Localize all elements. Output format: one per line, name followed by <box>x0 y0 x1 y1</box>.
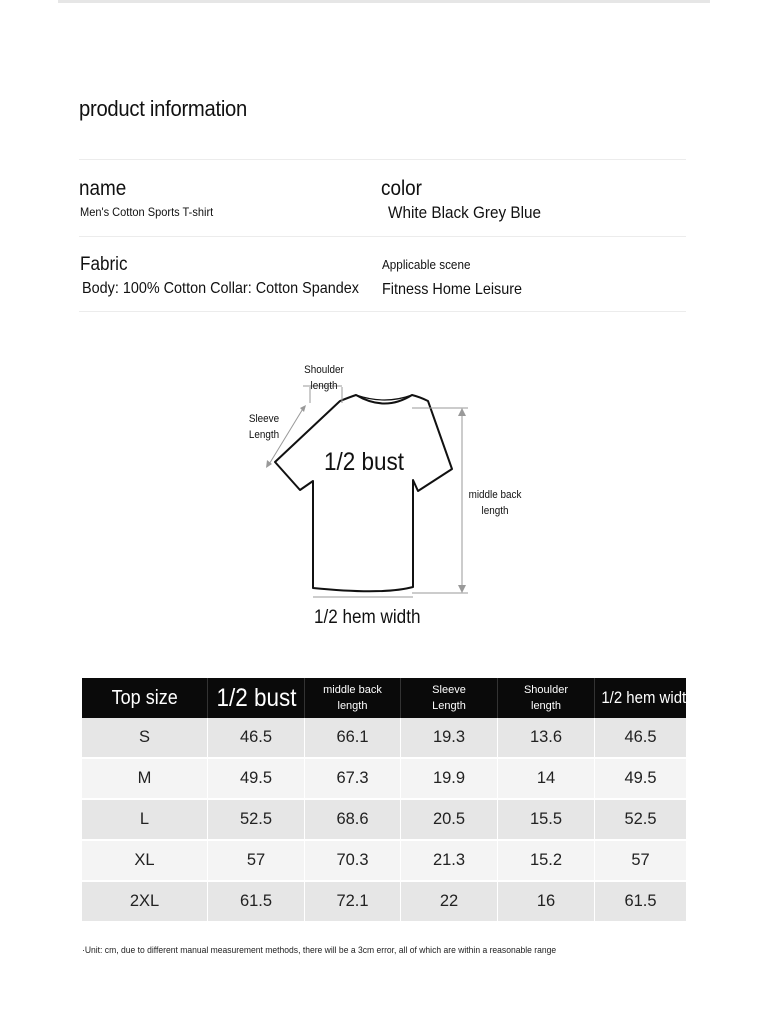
shoulder-length-label <box>301 362 348 394</box>
table-cell: 52.5 <box>208 799 305 840</box>
table-cell: 61.5 <box>595 881 687 922</box>
table-row <box>82 881 686 922</box>
header-label <box>432 682 466 714</box>
tshirt-measure-diagram <box>240 355 540 645</box>
label-line: Length <box>248 429 280 441</box>
header-line: Sleeve <box>432 684 466 696</box>
footnote: ·Unit: cm, due to different manual measurement methods, there will be a 3cm error, all of which are within a reasonable range <box>82 945 557 955</box>
back-length-label <box>465 487 524 519</box>
table-cell: 2XL <box>82 881 208 922</box>
divider <box>79 311 686 312</box>
header-label <box>524 682 568 714</box>
color-label: color <box>381 177 422 200</box>
fabric-label: Fabric <box>80 254 128 275</box>
header-top-size <box>82 678 208 718</box>
table-cell: 46.5 <box>208 718 305 758</box>
divider <box>79 236 686 237</box>
header-label: 1/2 hem width <box>601 688 695 707</box>
table-cell: 52.5 <box>595 799 687 840</box>
table-cell: 19.9 <box>401 758 498 799</box>
table-cell: 68.6 <box>305 799 401 840</box>
color-value: White Black Grey Blue <box>388 203 542 222</box>
header-label <box>323 682 382 714</box>
name-label: name <box>79 177 127 200</box>
table-cell: L <box>82 799 208 840</box>
header-line: Shoulder <box>523 684 569 696</box>
table-cell: 66.1 <box>305 718 401 758</box>
table-cell: 49.5 <box>595 758 687 799</box>
scene-value: Fitness Home Leisure <box>382 281 523 298</box>
header-bust <box>208 678 305 718</box>
bust-label: 1/2 bust <box>324 448 405 476</box>
table-cell: S <box>82 718 208 758</box>
table-row <box>82 758 686 799</box>
table-cell: 19.3 <box>401 718 498 758</box>
table-cell: 46.5 <box>595 718 687 758</box>
table-cell: 20.5 <box>401 799 498 840</box>
table-cell: 13.6 <box>498 718 595 758</box>
table-cell: M <box>82 758 208 799</box>
section-title: product information <box>79 96 248 121</box>
label-line: length <box>310 380 338 392</box>
fabric-value: Body: 100% Cotton Collar: Cotton Spandex <box>82 280 359 297</box>
label-line: Shoulder <box>304 364 344 376</box>
header-back-length <box>305 678 401 718</box>
table-cell: 57 <box>595 840 687 881</box>
header-line: length <box>337 700 368 712</box>
divider <box>79 159 686 160</box>
table-cell: 49.5 <box>208 758 305 799</box>
table-cell: XL <box>82 840 208 881</box>
top-divider <box>58 0 710 3</box>
table-row <box>82 718 686 758</box>
label-line: Sleeve <box>248 413 280 425</box>
header-line: middle back <box>323 684 382 696</box>
size-table <box>82 678 695 923</box>
header-label: Top size <box>111 686 178 709</box>
table-row <box>82 840 686 881</box>
table-cell: 16 <box>498 881 595 922</box>
table-cell: 61.5 <box>208 881 305 922</box>
sleeve-length-label <box>244 411 284 443</box>
table-cell: 15.2 <box>498 840 595 881</box>
table-cell: 67.3 <box>305 758 401 799</box>
name-value: Men's Cotton Sports T-shirt <box>80 205 214 219</box>
header-line: length <box>531 700 561 712</box>
table-header-row <box>82 678 686 718</box>
scene-label: Applicable scene <box>382 257 471 272</box>
table-cell: 72.1 <box>305 881 401 922</box>
table-cell: 70.3 <box>305 840 401 881</box>
header-sleeve-length <box>401 678 498 718</box>
header-shoulder-length <box>498 678 595 718</box>
table-cell: 22 <box>401 881 498 922</box>
table-row <box>82 799 686 840</box>
hem-width-label: 1/2 hem width <box>314 607 421 628</box>
header-label: 1/2 bust <box>215 683 297 712</box>
table-cell: 15.5 <box>498 799 595 840</box>
table-cell: 21.3 <box>401 840 498 881</box>
table-cell: 14 <box>498 758 595 799</box>
table-cell: 57 <box>208 840 305 881</box>
header-hem-width <box>595 678 695 718</box>
label-line: length <box>481 505 509 517</box>
label-line: middle back <box>468 489 522 501</box>
header-line: Length <box>432 700 466 712</box>
